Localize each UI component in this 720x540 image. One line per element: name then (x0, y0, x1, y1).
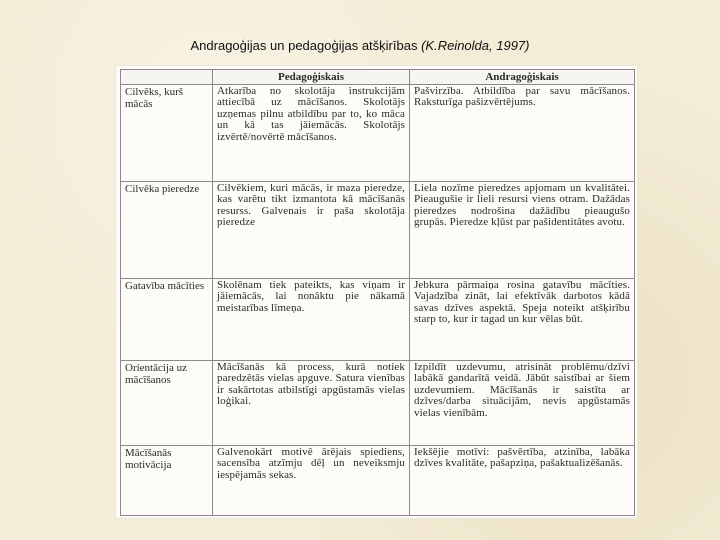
table-header-row (121, 70, 635, 85)
andragogical-cell: Iekšējie motīvi: pašvērtība, atzinība, labāka dzīves kvalitāte, pašapziņa, pašaktualizēšanās. (410, 446, 635, 516)
row-label: Mācīšanās motivācija (121, 446, 213, 516)
pedagogical-cell: Cilvēkiem, kuri mācās, ir maza pieredze, kas varētu tikt izmantota kā mācīšanās resurss. Galvenais ir paša skolotāja pieredze (213, 182, 410, 279)
pedagogical-cell: Atkarība no skolotāja instrukcijām attiecībā uz mācīšanos. Skolotājs uzņemas pilnu atbildību par to, ko māca un kā tas jāiemācās. Skolotājs izvērtē/novērtē mācīšanos. (213, 85, 410, 182)
table-row (121, 361, 635, 446)
slide-title (0, 38, 720, 53)
andragogical-cell: Liela nozīme pieredzes apjomam un kvalitātei. Pieaugušie ir lieli resursi viens otram. Dažādas pieredzes nodrošina dažādību pieaugušo grupās. Pieredze kļūst par pašidentitātes avotu. (410, 182, 635, 279)
row-label: Gatavība mācīties (121, 279, 213, 361)
andragogical-cell: Izpildīt uzdevumu, atrisināt problēmu/dzīvi labākā gandarītā veidā. Jābūt saistībai ar šiem uzdevumiem. Mācīšanās ir saistīta ar dzīves/darba situācijām, nevis apgūstamās vielas vienībām. (410, 361, 635, 446)
comparison-table (120, 69, 635, 516)
comparison-table-image (116, 66, 637, 518)
pedagogical-cell: Mācīšanās kā process, kurā notiek paredzētās vielas apguve. Satura vienības ir sakārtotas atbilstīgi apgūstamās vielas loģikai. (213, 361, 410, 446)
slide-title-text: Andragoģijas un pedagoģijas atšķirības (190, 38, 418, 53)
row-label: Cilvēks, kurš mācās (121, 85, 213, 182)
table-row (121, 446, 635, 516)
header-pedagogical: Pedagoģiskais (213, 70, 410, 85)
row-label: Cilvēka pieredze (121, 182, 213, 279)
header-andragogical: Andragoģiskais (410, 70, 635, 85)
row-label: Orientācija uz mācīšanos (121, 361, 213, 446)
table-row (121, 85, 635, 182)
pedagogical-cell: Skolēnam tiek pateikts, kas viņam ir jāiemācās, lai nonāktu pie nākamā meistarības līmeņa. (213, 279, 410, 361)
andragogical-cell: Jebkura pārmaiņa rosina gatavību mācīties. Vajadzība zināt, lai efektīvāk darbotos kādā savas dzīves aspektā. Speja noteikt atšķirību starp to, kur ir tagad un kur vēlas būt. (410, 279, 635, 361)
slide-title-citation: (K.Reinolda, 1997) (421, 38, 530, 53)
pedagogical-cell: Galvenokārt motivē ārējais spiediens, sacensība atzīmju dēļ un neveiksmju iespējamās sekas. (213, 446, 410, 516)
table-row (121, 182, 635, 279)
table-row (121, 279, 635, 361)
table-corner-cell (121, 70, 213, 85)
andragogical-cell: Pašvirzība. Atbildība par savu mācīšanos. Raksturīga pašizvērtējums. (410, 85, 635, 182)
